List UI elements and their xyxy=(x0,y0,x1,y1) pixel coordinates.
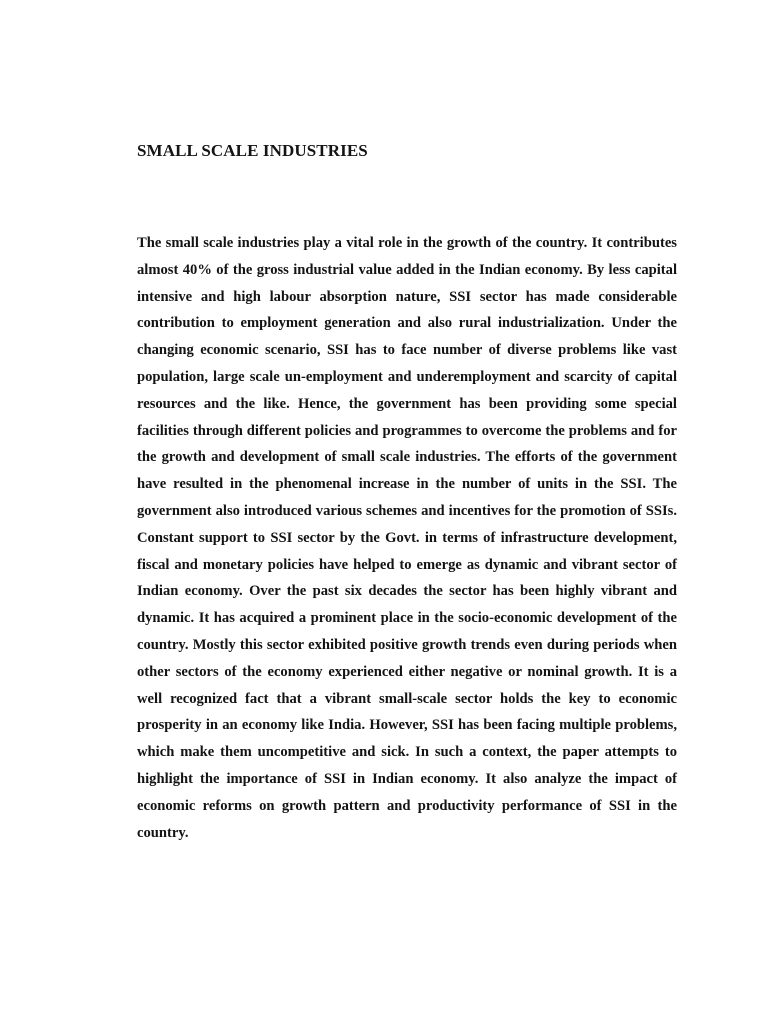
document-title: SMALL SCALE INDUSTRIES xyxy=(137,141,368,160)
body-paragraph: The small scale industries play a vital role in the growth of the country. It contributes almost 40% of the gross industrial value added in the Indian economy. By less capital intensive and high labour absorption nature, SSI sector has made considerable contribution to employment generation and also rural industrialization. Under the changing economic scenario, SSI has to face number of diverse problems like vast population, large scale un-employment and underemployment and scarcity of capital resources and the like. Hence, the government has been providing some special facilities through different policies and programmes to overcome the problems and for the growth and development of small scale industries. The efforts of the government have resulted in the phenomenal increase in the number of units in the SSI. The government also introduced various schemes and incentives for the promotion of SSIs. Constant support to SSI sector by the Govt. in terms of infrastructure development, fiscal and monetary policies have helped to emerge as dynamic and vibrant sector of Indian economy. Over the past six decades the sector has been highly vibrant and dynamic. It has acquired a prominent place in the socio-economic development of the country. Mostly this sector exhibited positive growth trends even during periods when other sectors of the economy experienced either negative or nominal growth. It is a well recognized fact that a vibrant small-scale sector holds the key to economic prosperity in an economy like India. However, SSI has been facing multiple problems, which make them uncompetitive and sick. In such a context, the paper attempts to highlight the importance of SSI in Indian economy. It also analyze the impact of economic reforms on growth pattern and productivity performance of SSI in the country. xyxy=(137,235,677,841)
